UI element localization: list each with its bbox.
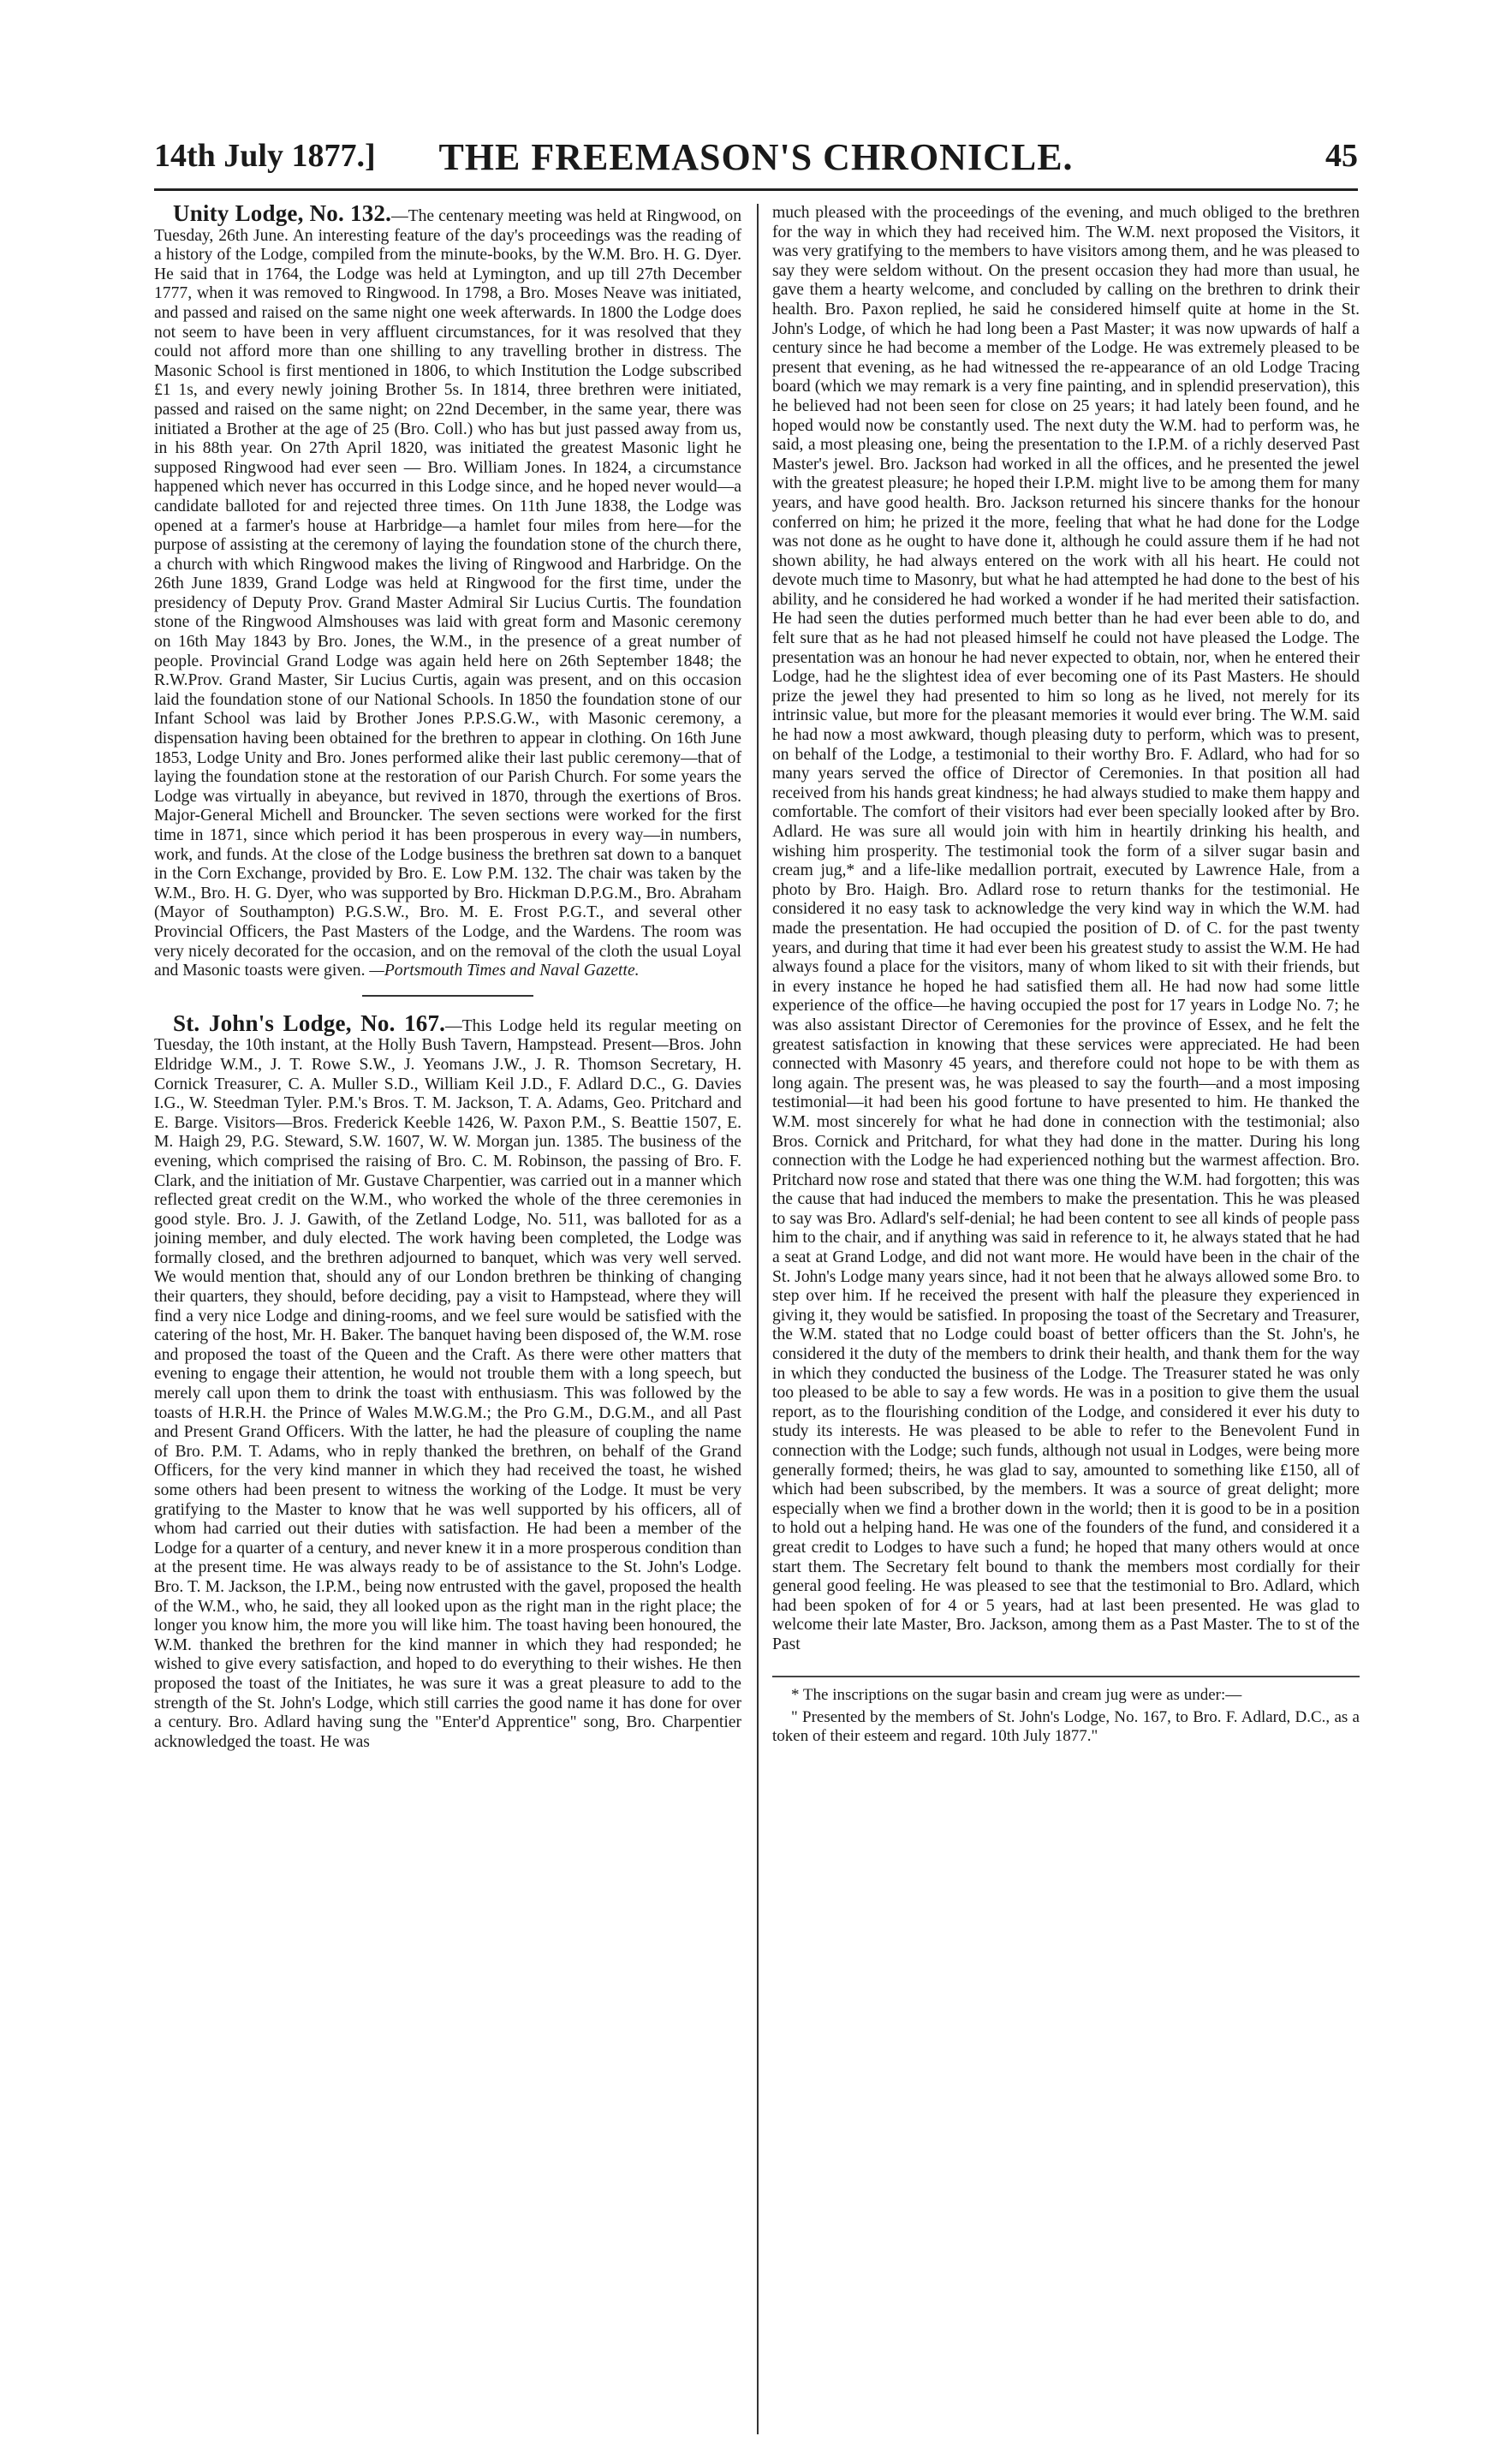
st-johns-lodge-heading: St. John's Lodge, No. 167. bbox=[173, 1010, 446, 1036]
footnote-intro: * The inscriptions on the sugar basin and cream jug were as under:— bbox=[791, 1685, 1242, 1704]
left-column bbox=[154, 204, 741, 2426]
unity-lodge-body: —The centenary meeting was held at Ringwood, on Tuesday, 26th June. An interesting feature of the day's proceedings was the reading of a history of the Lodge, compiled from the minute-books, by the W.M. Bro. H. G. Dyer. He said that in 1764, the Lodge was held at Lymington, and up till 27th December 1777, when it was removed to Ringwood. In 1798, a Bro. Moses Neave was initiated, and passed and raised on the same night one week afterwards. In 1800 the Lodge does not seem to have been in very affluent circumstances, for it was resolved that they could not afford more than one shilling to any travelling brother in distress. The Masonic School is first mentioned in 1806, to which Institution the Lodge subscribed £1 1s, and every newly joining Brother 5s. In 1814, three brethren were initiated, passed and raised on the same night; on 22nd December, in the same year, there was initiated a Brother at the age of 25 (Bro. Coll.) who has but just passed away from us, in his 88th year. On 27th April 1820, was initiated the greatest Masonic light he supposed Ringwood had ever seen — Bro. William Jones. In 1824, a circumstance happened which never has occurred in this Lodge since, and he hoped never would—a candidate balloted for and rejected three times. On 11th June 1838, the Lodge was opened at a farmer's house at Harbridge—a hamlet four miles from here—for the purpose of assisting at the ceremony of laying the foundation stone of the church there, a church with which Ringwood makes the living of Ringwood and Harbridge. On the 26th June 1839, Grand Lodge was held at Ringwood for the first time, under the presidency of Deputy Prov. Grand Master Admiral Sir Lucius Curtis. The foundation stone of the Ringwood Almshouses was laid with great form and Masonic ceremony on 16th May 1843 by Bro. Jones, the W.M., in the presence of a great number of people. Provincial Grand Lodge was again held here on 26th September 1848; the R.W.Prov. Grand Master, Sir Lucius Curtis, again was present, and on this occasion laid the foundation stone of our National Schools. In 1850 the foundation stone of our Infant School was laid by Brother Jones P.P.S.G.W., with Masonic ceremony, a dispensation having been obtained for the brethren to appear in clothing. On 16th June 1853, Lodge Unity and Bro. Jones performed alike their last public ceremony—that of laying the foundation stone at the restoration of our Parish Church. For some years the Lodge was virtually in abeyance, but revived in 1870, through the exertions of Bros. Major-General Michell and Brouncker. The seven sections were worked for the first time in 1871, since which period it has been prosperous in every way—in numbers, work, and funds. At the close of the Lodge business the brethren sat down to a banquet in the Corn Exchange, provided by Bro. E. Low P.M. 132. The chair was taken by the W.M., Bro. H. G. Dyer, who was supported by Bro. Hickman D.P.G.M., Bro. Abraham (Mayor of Southampton) P.G.S.W., Bro. M. E. Frost P.G.T., and several other Provincial Officers, the Past Masters of the Lodge, and the Wardens. The room was very nicely decorated for the occasion, and on the removal of the cloth the usual Loyal and Masonic toasts were given. bbox=[154, 207, 741, 980]
footnote bbox=[772, 1686, 1360, 1746]
page-header bbox=[154, 128, 1358, 191]
article-separator bbox=[362, 995, 533, 997]
st-johns-lodge-body-right: much pleased with the proceedings of the evening, and much obliged to the brethren for the way in which they had received him. The W.M. next proposed the Visitors, it was very gratifying to the members to have visitors among them, and he was pleased to say they were seldom without. On the present occasion they had more than usual, he gave them a hearty welcome, and concluded by calling on the brethren to drink their health. Bro. Paxon replied, he said he considered himself quite at home in the St. John's Lodge, of which he had long been a Past Master; it was now upwards of half a century since he had become a member of the Lodge. He was extremely pleased to be present that evening, as he had witnessed the re-appearance of an old Lodge Tracing board (which we may remark is a very fine painting, and in splendid preservation), this he believed had not been seen for close on 25 years; it had lately been found, and he hoped would now be constantly used. The next duty the W.M. had to perform was, he said, a most pleasing one, being the presentation to the I.P.M. of a richly deserved Past Master's jewel. Bro. Jackson had worked in all the offices, and he presented the jewel with the greatest pleasure; he hoped their I.P.M. might live to be among them for many years, and have good health. Bro. Jackson returned his sincere thanks for the honour conferred on him; he prized it the more, feeling that what he had done for the Lodge was not done as he ought to have done it, although he could assure them if he had not shown ability, he had always entered on the work with all his heart. He could not devote much time to Masonry, but what he had attempted he had done to the best of his ability, and he considered he had worked a wonder if he had merited their satisfaction. He had seen the duties performed much better than he had ever been able to do, and felt sure that as he had not pleased himself he could not have pleased the Lodge. The presentation was an honour he had never expected to obtain, nor, when he entered their Lodge, had he the slightest idea of ever becoming one of its Past Masters. He should prize the jewel they had presented to him so long as he lived, not merely for its intrinsic value, but more for the pleasant memories it would ever bring. The W.M. said he had now a most awkward, though pleasing duty to perform, which was to present, on behalf of the Lodge, a testimonial to their worthy Bro. F. Adlard, who had for so many years served the office of Director of Ceremonies. In that position all had received from his hands great kindness; he had always studied to make them happy and comfortable. The comfort of their visitors had ever been specially looked after by Bro. Adlard. He was sure all would join with him in heartily drinking his health, and wishing him prosperity. The testimonial took the form of a silver sugar basin and cream jug,* and a life-like medallion portrait, executed by Lawrence Hale, from a photo by Bro. Haigh. Bro. Adlard rose to return thanks for the testimonial. He considered it no easy task to acknowledge the very kind way in which the W.M. had made the presentation. He had occupied the position of D. of C. for the past twenty years, and during that time it had ever been his greatest study to assist the W.M. He had always found a place for the visitors, many of whom liked to sit with their friends, but in every instance he hoped he had satisfied them all. He had now had some little experience of the office—he having occupied the post for 17 years in Lodge No. 7; he was also assistant Director of Ceremonies for the province of Essex, and he felt the greatest satisfaction in knowing that these services were appreciated. He had been connected with Masonry 45 years, and therefore could not hope to be with them as long again. The present was, he was pleased to say the fourth—and a most imposing testimonial—it had been his good fortune to have presented to him. He thanked the W.M. most sincerely for what he had done in connection with the testimonial; also Bros. Cornick and Pritchard, for what they had done in the matter. During his long connection with the Lodge he had experienced nothing but the warmest affection. Bro. Pritchard now rose and stated that there was one thing the W.M. had forgotten; this was the cause that had induced the members to make the presentation. This he was pleased to say was Bro. Adlard's self-denial; he had been content to see all kinds of people pass him to the chair, and if anything was said in reference to it, he always stated that he had a seat at Grand Lodge, and did not want more. He would have been in the chair of the St. John's Lodge many years since, had it not been that he always allowed some Bro. to step over him. If he received the present with half the pleasure they experienced in giving it, they would be satisfied. In proposing the toast of the Secretary and Treasurer, the W.M. stated that no Lodge could boast of better officers than the St. John's, he considered it the duty of the members to drink their health, and thank them for the way in which they conducted the business of the Lodge. The Treasurer stated he was only too pleased to be able to say a few words. He was in a position to give them the usual report, as to the flourishing condition of the Lodge, and considered it ever his duty to study its interests. He was pleased to be able to refer to the Benevolent Fund in connection with the Lodge; such funds, although not usual in Lodges, were being more generally formed; theirs, he was glad to say, amounted to something like £150, all of which had been subscribed, by the members. It was a source of great delight; more especially when we find a brother down in the world; then it is good to be in a position to hold out a helping hand. He was one of the founders of the fund, and considered it a great credit to Lodges to have such a fund; he hoped that many others would at once start them. The Secretary felt bound to thank the members most cordially for their general good feeling. He was pleased to see that the testimonial to Bro. Adlard, which had been spoken of for 4 or 5 years, had at last been presented. He was glad to welcome their late Master, Bro. Jackson, among them as a Past Master. The to st of the Past bbox=[772, 204, 1360, 1653]
column-divider bbox=[757, 204, 759, 2434]
st-johns-lodge-body-left: —This Lodge held its regular meeting on Tuesday, the 10th instant, at the Holly Bush Tavern, Hampstead. Present—Bros. John Eldridge W.M., J. T. Rowe S.W., J. Yeomans J.W., J. R. Thomson Secretary, H. Cornick Treasurer, C. A. Muller S.D., William Keil J.D., F. Adlard D.C., G. Davies I.G., W. Steedman Tyler. P.M.'s Bros. T. M. Jackson, T. A. Adams, Geo. Pritchard and E. Barge. Visitors—Bros. Frederick Keeble 1426, W. Paxon P.M., S. Beattie 1507, E. M. Haigh 29, P.G. Steward, S.W. 1607, W. W. Morgan jun. 1385. The business of the evening, which comprised the raising of Bro. C. M. Robinson, the passing of Bro. F. Clark, and the initiation of Mr. Gustave Charpentier, was carried out in a manner which reflected great credit on the W.M., who worked the whole of the three ceremonies in good style. Bro. J. J. Gawith, of the Zetland Lodge, No. 511, was balloted for as a joining member, and duly elected. The work having been completed, the Lodge was formally closed, and the brethren adjourned to banquet, which was very well served. We would mention that, should any of our London brethren be thinking of changing their quarters, they should, before deciding, pay a visit to Hampstead, where they will find a very nice Lodge and dining-rooms, and we feel sure would be satisfied with the catering of the host, Mr. H. Baker. The banquet having been disposed of, the W.M. rose and proposed the toast of the Queen and the Craft. As there were other matters that evening to engage their attention, he would not trouble them with a long speech, but merely call upon them to drink the toast with enthusiasm. This was followed by the toasts of H.R.H. the Prince of Wales M.W.G.M.; the Pro G.M., D.G.M., and all Past and Present Grand Officers. With the latter, he had the pleasure of coupling the name of Bro. P.M. T. Adams, who in reply thanked the brethren, on behalf of the Grand Officers, for the very kind manner in which they had received the toast, he wished some others had been present to witness the working of the Lodge. It must be very gratifying to the Master to know that he was well supported by his officers, all of whom had carried out their duties with satisfaction. He had been a member of the Lodge for a quarter of a century, and never knew it in a more prosperous condition than at the present time. He was always ready to be of assistance to the St. John's Lodge. Bro. T. M. Jackson, the I.P.M., being now entrusted with the gavel, proposed the health of the W.M., who, he said, they all looked upon as the right man in the right place; the longer you know him, the more you will like him. The toast having been honoured, the W.M. thanked the brethren for the kind manner in which they had responded; he wished to give every satisfaction, and hoped to do everything to their wishes. He then proposed the toast of the Initiates, he was sure it was a great pleasure to add to the strength of the St. John's Lodge, which still carries the good name it has done for over a century. Bro. Adlard having sung the "Enter'd Apprentice" song, Bro. Charpentier acknowledged the toast. He was bbox=[154, 1016, 741, 1751]
footnote-inscription: " Presented by the members of St. John's Lodge, No. 167, to Bro. F. Adlard, D.C., as a token of their esteem and regard. 10th July 1877." bbox=[772, 1707, 1360, 1745]
issue-date: 14th July 1877.] bbox=[154, 138, 376, 174]
footnote-rule bbox=[772, 1676, 1360, 1677]
unity-lodge-paragraph bbox=[154, 204, 741, 981]
st-johns-lodge-paragraph bbox=[154, 1010, 741, 1753]
unity-lodge-source: —Portsmouth Times and Naval Gazette. bbox=[369, 962, 640, 980]
masthead-title: THE FREEMASON'S CHRONICLE. bbox=[438, 136, 1074, 178]
page-number: 45 bbox=[1325, 138, 1358, 174]
right-column bbox=[772, 204, 1360, 2426]
unity-lodge-heading: Unity Lodge, No. 132. bbox=[173, 204, 392, 226]
st-johns-lodge-continuation bbox=[772, 204, 1360, 1655]
